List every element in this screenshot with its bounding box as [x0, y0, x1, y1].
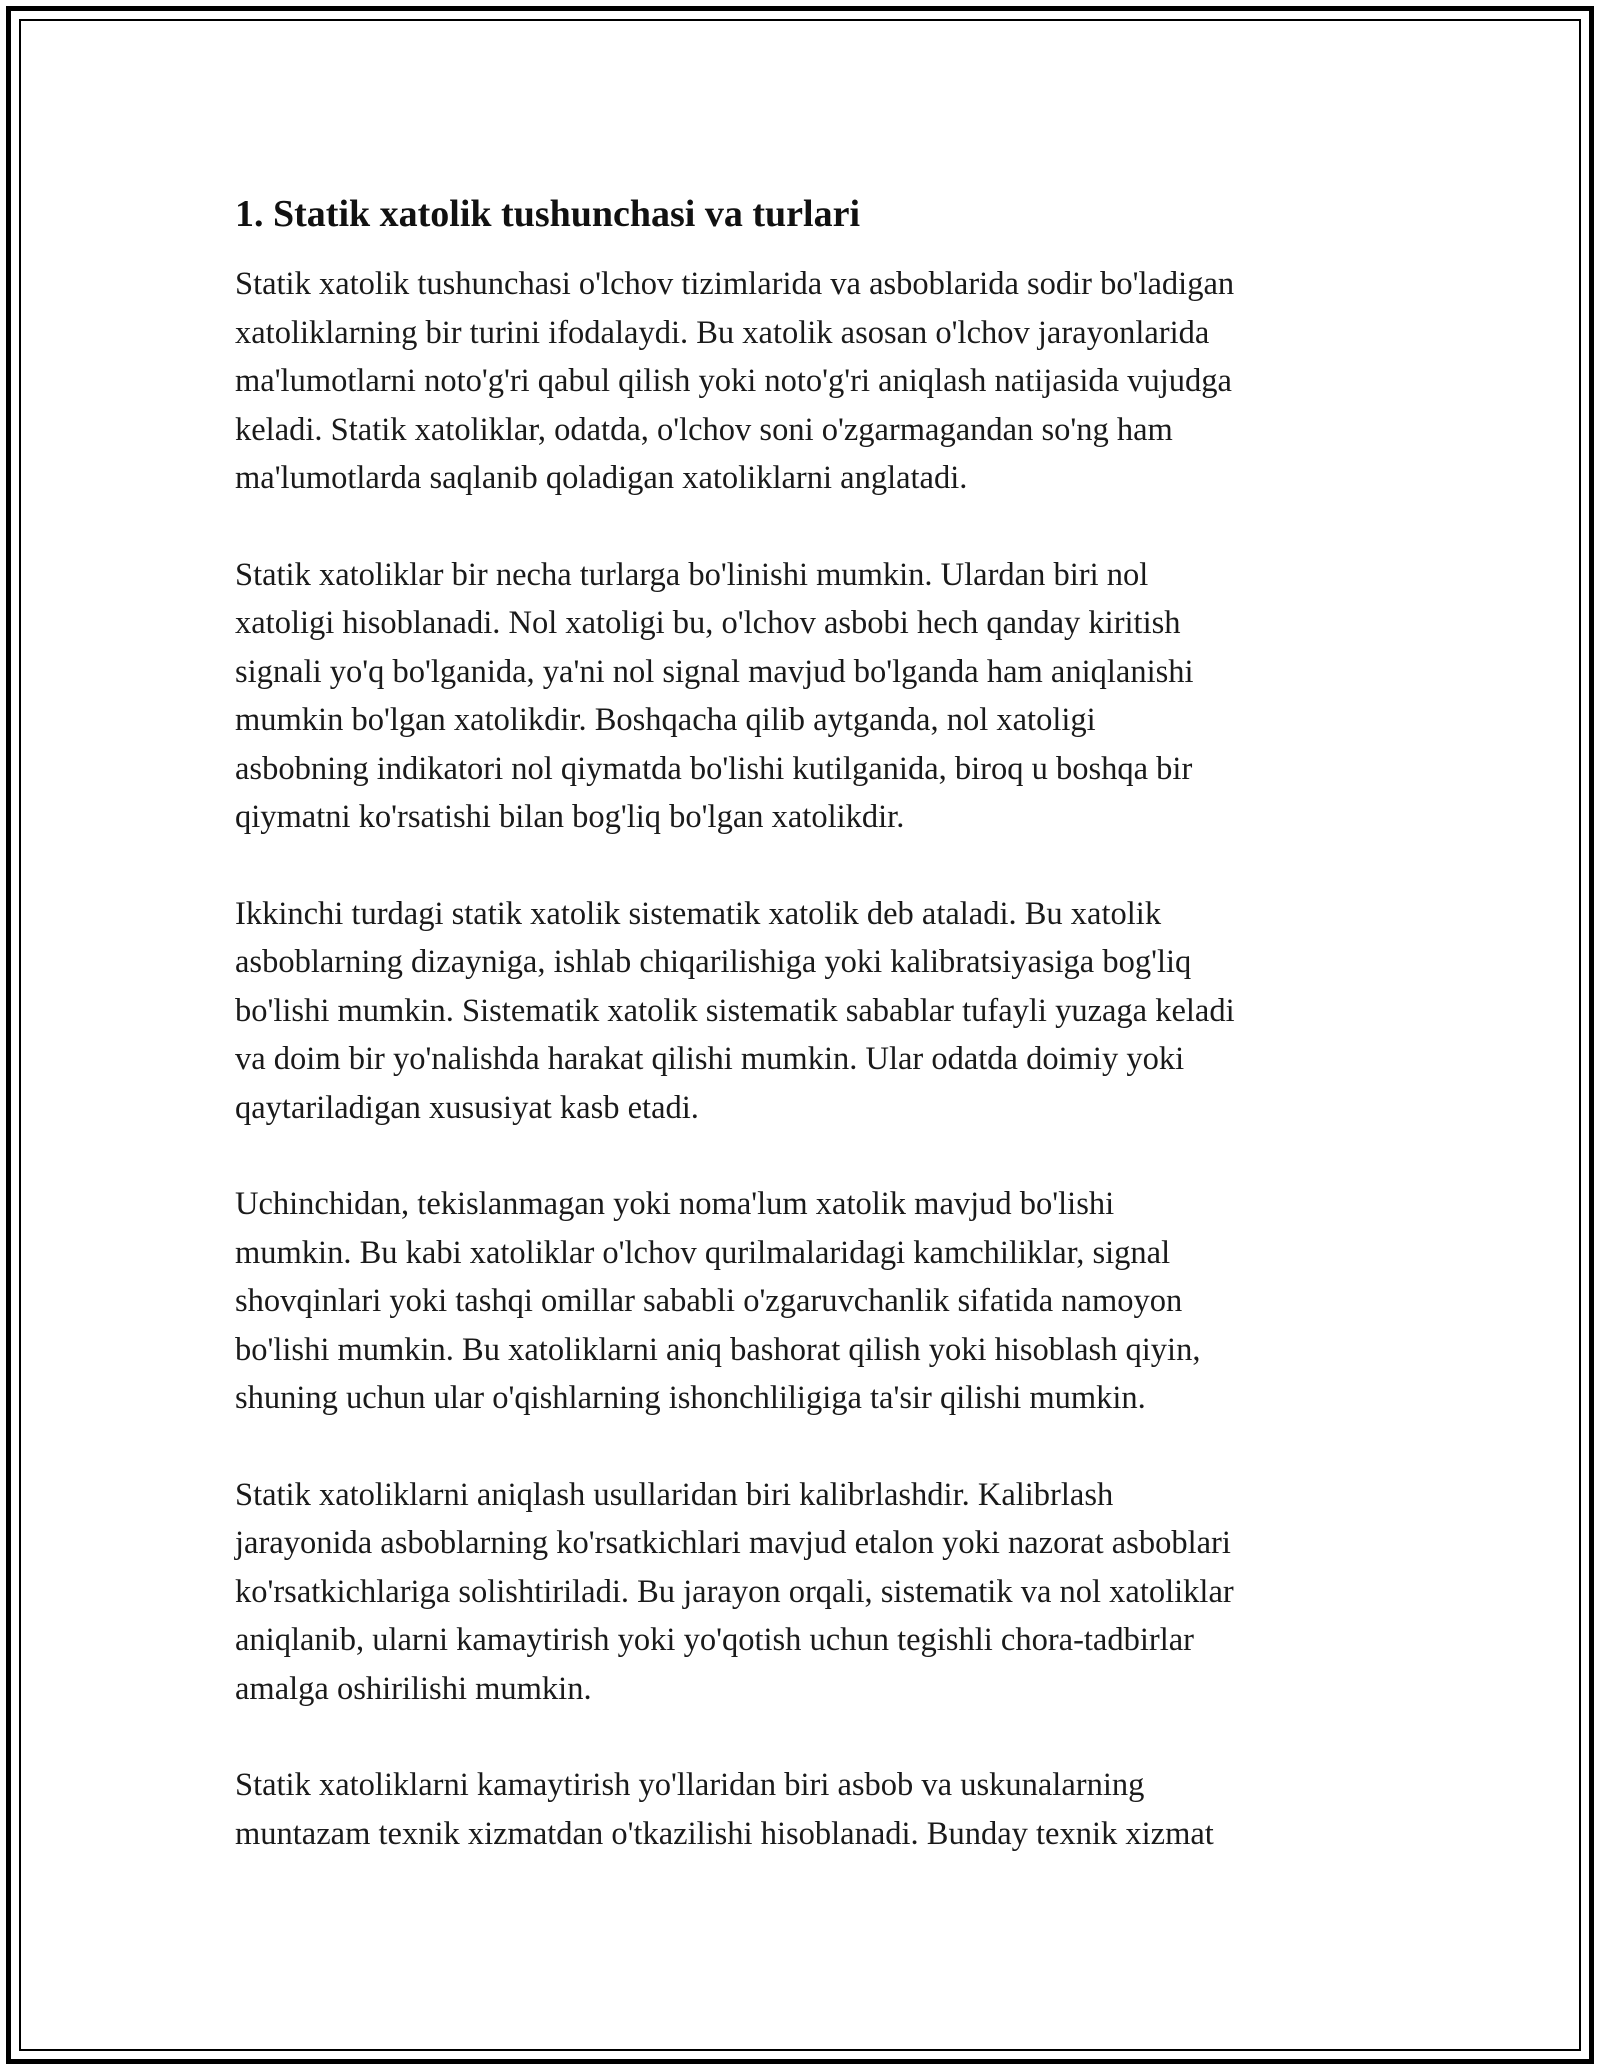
paragraph-5 — [235, 1471, 1385, 1714]
paragraph-line: mumkin bo'lgan xatolikdir. Boshqacha qilib aytganda, nol xatoligi — [235, 702, 1096, 738]
paragraph-line: ma'lumotlarni noto'g'ri qabul qilish yoki noto'g'ri aniqlash natijasida vujudga — [235, 363, 1232, 399]
paragraph-line: Statik xatoliklarni aniqlash usullaridan biri kalibrlashdir. Kalibrlash — [235, 1476, 1114, 1513]
paragraph-line: bo'lishi mumkin. Bu xatoliklarni aniq bashorat qilish yoki hisoblash qiyin, — [235, 1331, 1201, 1368]
paragraph-line: Ikkinchi turdagi statik xatolik sistematik xatolik deb ataladi. Bu xatolik — [235, 895, 1162, 932]
section-heading: 1. Statik xatolik tushunchasi va turlari — [235, 193, 860, 235]
paragraph-3 — [235, 890, 1385, 1133]
paragraph-6 — [235, 1761, 1385, 1858]
paragraph-line: aniqlanib, ularni kamaytirish yoki yo'qotish uchun tegishli chora-tadbirlar — [235, 1622, 1194, 1658]
paragraph-line: shuning uchun ular o'qishlarning ishonchliligiga ta'sir qilishi mumkin. — [235, 1380, 1146, 1416]
paragraph-4 — [235, 1180, 1385, 1423]
paragraph-line: jarayonida asboblarning ko'rsatkichlari mavjud etalon yoki nazorat asboblari — [235, 1525, 1231, 1561]
paragraph-line: amalga oshirilishi mumkin. — [235, 1670, 592, 1707]
paragraph-line: qaytariladigan xususiyat kasb etadi. — [235, 1089, 699, 1126]
paragraph-line: Statik xatoliklarni kamaytirish yo'llaridan biri asbob va uskunalarning — [235, 1767, 1145, 1803]
paragraph-line: va doim bir yo'nalishda harakat qilishi mumkin. Ular odatda doimiy yoki — [235, 1041, 1185, 1077]
paragraph-line: xatoligi hisoblanadi. Nol xatoligi bu, o'lchov asbobi hech qanday kiritish — [235, 605, 1181, 641]
document-body — [235, 186, 1385, 1906]
paragraph-line: keladi. Statik xatoliklar, odatda, o'lchov soni o'zgarmagandan so'ng ham — [235, 411, 1173, 448]
paragraph-line: muntazam texnik xizmatdan o'tkazilishi hisoblanadi. Bunday texnik xizmat — [235, 1815, 1214, 1852]
paragraph-1 — [235, 260, 1385, 503]
paragraph-line: bo'lishi mumkin. Sistematik xatolik sistematik sabablar tufayli yuzaga keladi — [235, 992, 1235, 1029]
paragraph-line: Statik xatolik tushunchasi o'lchov tizimlarida va asboblarida sodir bo'ladigan — [235, 266, 1235, 302]
paragraph-line: signali yo'q bo'lganida, ya'ni nol signal mavjud bo'lganda ham aniqlanishi — [235, 653, 1194, 690]
paragraph-line: mumkin. Bu kabi xatoliklar o'lchov qurilmalaridagi kamchiliklar, signal — [235, 1234, 1171, 1271]
paragraph-line: shovqinlari yoki tashqi omillar sababli o'zgaruvchanlik sifatida namoyon — [235, 1283, 1183, 1319]
paragraph-line: qiymatni ko'rsatishi bilan bog'liq bo'lgan xatolikdir. — [235, 799, 905, 835]
paragraph-line: Statik xatoliklar bir necha turlarga bo'linishi mumkin. Ulardan biri nol — [235, 556, 1149, 593]
paragraph-line: ma'lumotlarda saqlanib qoladigan xatoliklarni anglatadi. — [235, 460, 968, 496]
paragraph-line: Uchinchidan, tekislanmagan yoki noma'lum xatolik mavjud bo'lishi — [235, 1186, 1115, 1222]
paragraph-line: asboblarning dizayniga, ishlab chiqarilishiga yoki kalibratsiyasiga bog'liq — [235, 944, 1192, 980]
paragraph-line: asbobning indikatori nol qiymatda bo'lishi kutilganida, biroq u boshqa bir — [235, 750, 1193, 787]
paragraph-line: xatoliklarning bir turini ifodalaydi. Bu xatolik asosan o'lchov jarayonlarida — [235, 314, 1210, 351]
paragraph-line: ko'rsatkichlariga solishtiriladi. Bu jarayon orqali, sistematik va nol xatoliklar — [235, 1573, 1234, 1610]
paragraph-2 — [235, 551, 1385, 842]
